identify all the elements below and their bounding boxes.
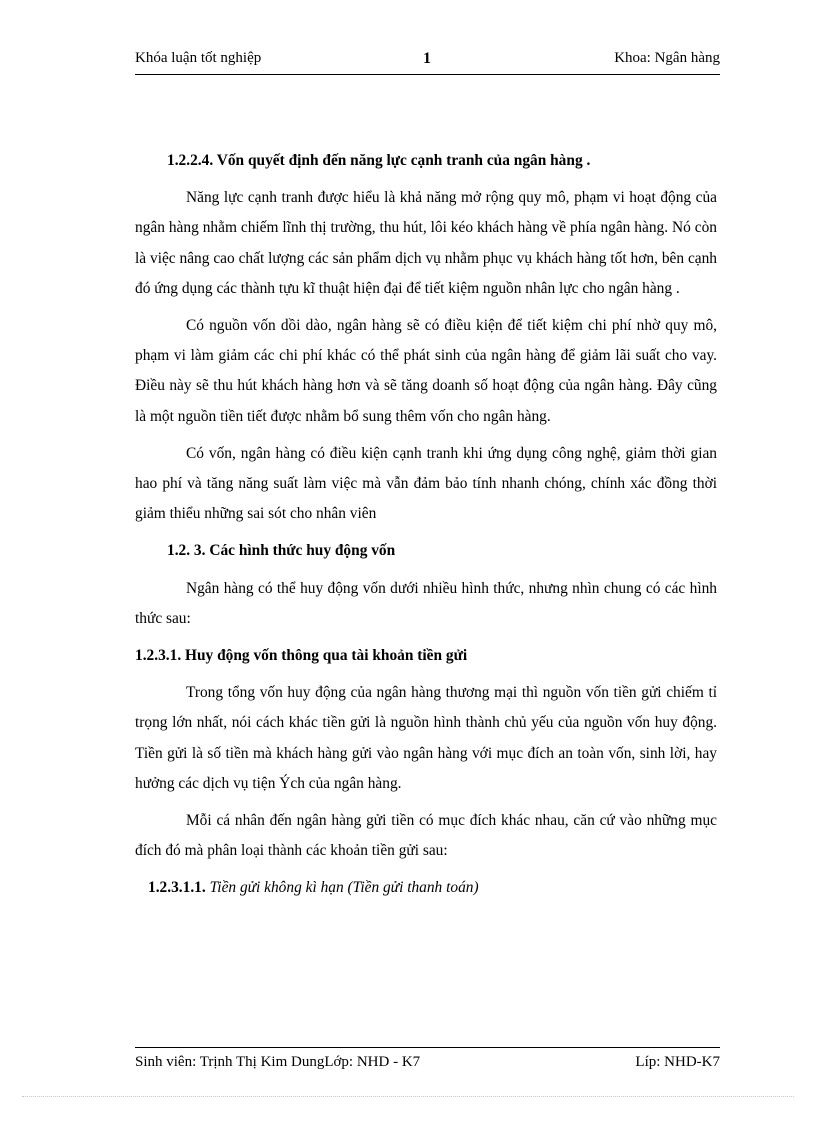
paragraph: Trong tổng vốn huy động của ngân hàng thương mại thì nguồn vốn tiền gửi chiếm tỉ trọng lớn nhất, nói cách khác tiền gửi là nguồn hình thành chủ yếu của nguồn vốn huy động. Tiền gửi là số tiền mà khách hàng gửi vào ngân hàng với mục đích an toàn vốn, sinh lời, hay hưởng các dịch vụ tiện Ých của ngân hàng.: [135, 684, 717, 792]
paragraph: Mỗi cá nhân đến ngân hàng gửi tiền có mục đích khác nhau, căn cứ vào những mục đích đó mà phân loại thành các khoản tiền gửi sau:: [135, 812, 717, 860]
paragraph: Năng lực cạnh tranh được hiểu là khả năng mở rộng quy mô, phạm vi hoạt động của ngân hàng nhằm chiếm lĩnh thị trường, thu hút, lôi kéo khách hàng về phía ngân hàng. Nó còn là việc nâng cao chất lượng các sản phẩm dịch vụ nhằm phục vụ khách hàng tốt hơn, bên cạnh đó ứng dụng các thành tựu kĩ thuật hiện đại để tiết kiệm nguồn nhân lực cho ngân hàng .: [135, 189, 717, 297]
heading-title: Tiền gửi không kì hạn (Tiền gửi thanh toán): [209, 879, 479, 897]
header-thesis-label: Khóa luận tốt nghiệp: [135, 50, 262, 66]
footer-class-info: Líp: NHD-K7: [635, 1054, 720, 1070]
heading-1-2-3: 1.2. 3. Các hình thức huy động vốn: [167, 542, 396, 560]
heading-1-2-3-1-1: [135, 873, 717, 903]
document-body: [135, 146, 717, 911]
page-boundary-divider: [22, 1096, 794, 1097]
heading-1-2-2-4: 1.2.2.4. Vốn quyết định đến năng lực cạnh tranh của ngân hàng .: [167, 152, 591, 169]
paragraph: Có nguồn vốn dồi dào, ngân hàng sẽ có điều kiện để tiết kiệm chi phí nhờ quy mô, phạm vi làm giảm các chi phí khác có thể phát sinh của ngân hàng để giảm lãi suất cho vay. Điều này sẽ thu hút khách hàng hơn và sẽ tăng doanh số hoạt động của ngân hàng. Đây cũng là một nguồn tiền tiết được nhằm bổ sung thêm vốn cho ngân hàng.: [135, 317, 717, 425]
page-number: 1: [423, 50, 431, 67]
footer-student-info: Sinh viên: Trịnh Thị Kim DungLớp: NHD - K7: [135, 1054, 421, 1070]
paragraph: Ngân hàng có thể huy động vốn dưới nhiều hình thức, nhưng nhìn chung có các hình thức sau:: [135, 579, 717, 627]
heading-number: 1.2.3.1.1.: [148, 879, 206, 897]
page-header: [135, 50, 720, 75]
paragraph: Có vốn, ngân hàng có điều kiện cạnh tranh khi ứng dụng công nghệ, giảm thời gian hao phí và tăng năng suất làm việc mà vẫn đảm bảo tính nhanh chóng, chính xác đồng thời giảm thiểu những sai sót cho nhân viên: [135, 444, 717, 523]
header-faculty-label: Khoa: Ngân hàng: [614, 50, 720, 66]
page-footer: [135, 1047, 720, 1074]
heading-1-2-3-1: 1.2.3.1. Huy động vốn thông qua tài khoản tiền gửi: [135, 647, 468, 665]
